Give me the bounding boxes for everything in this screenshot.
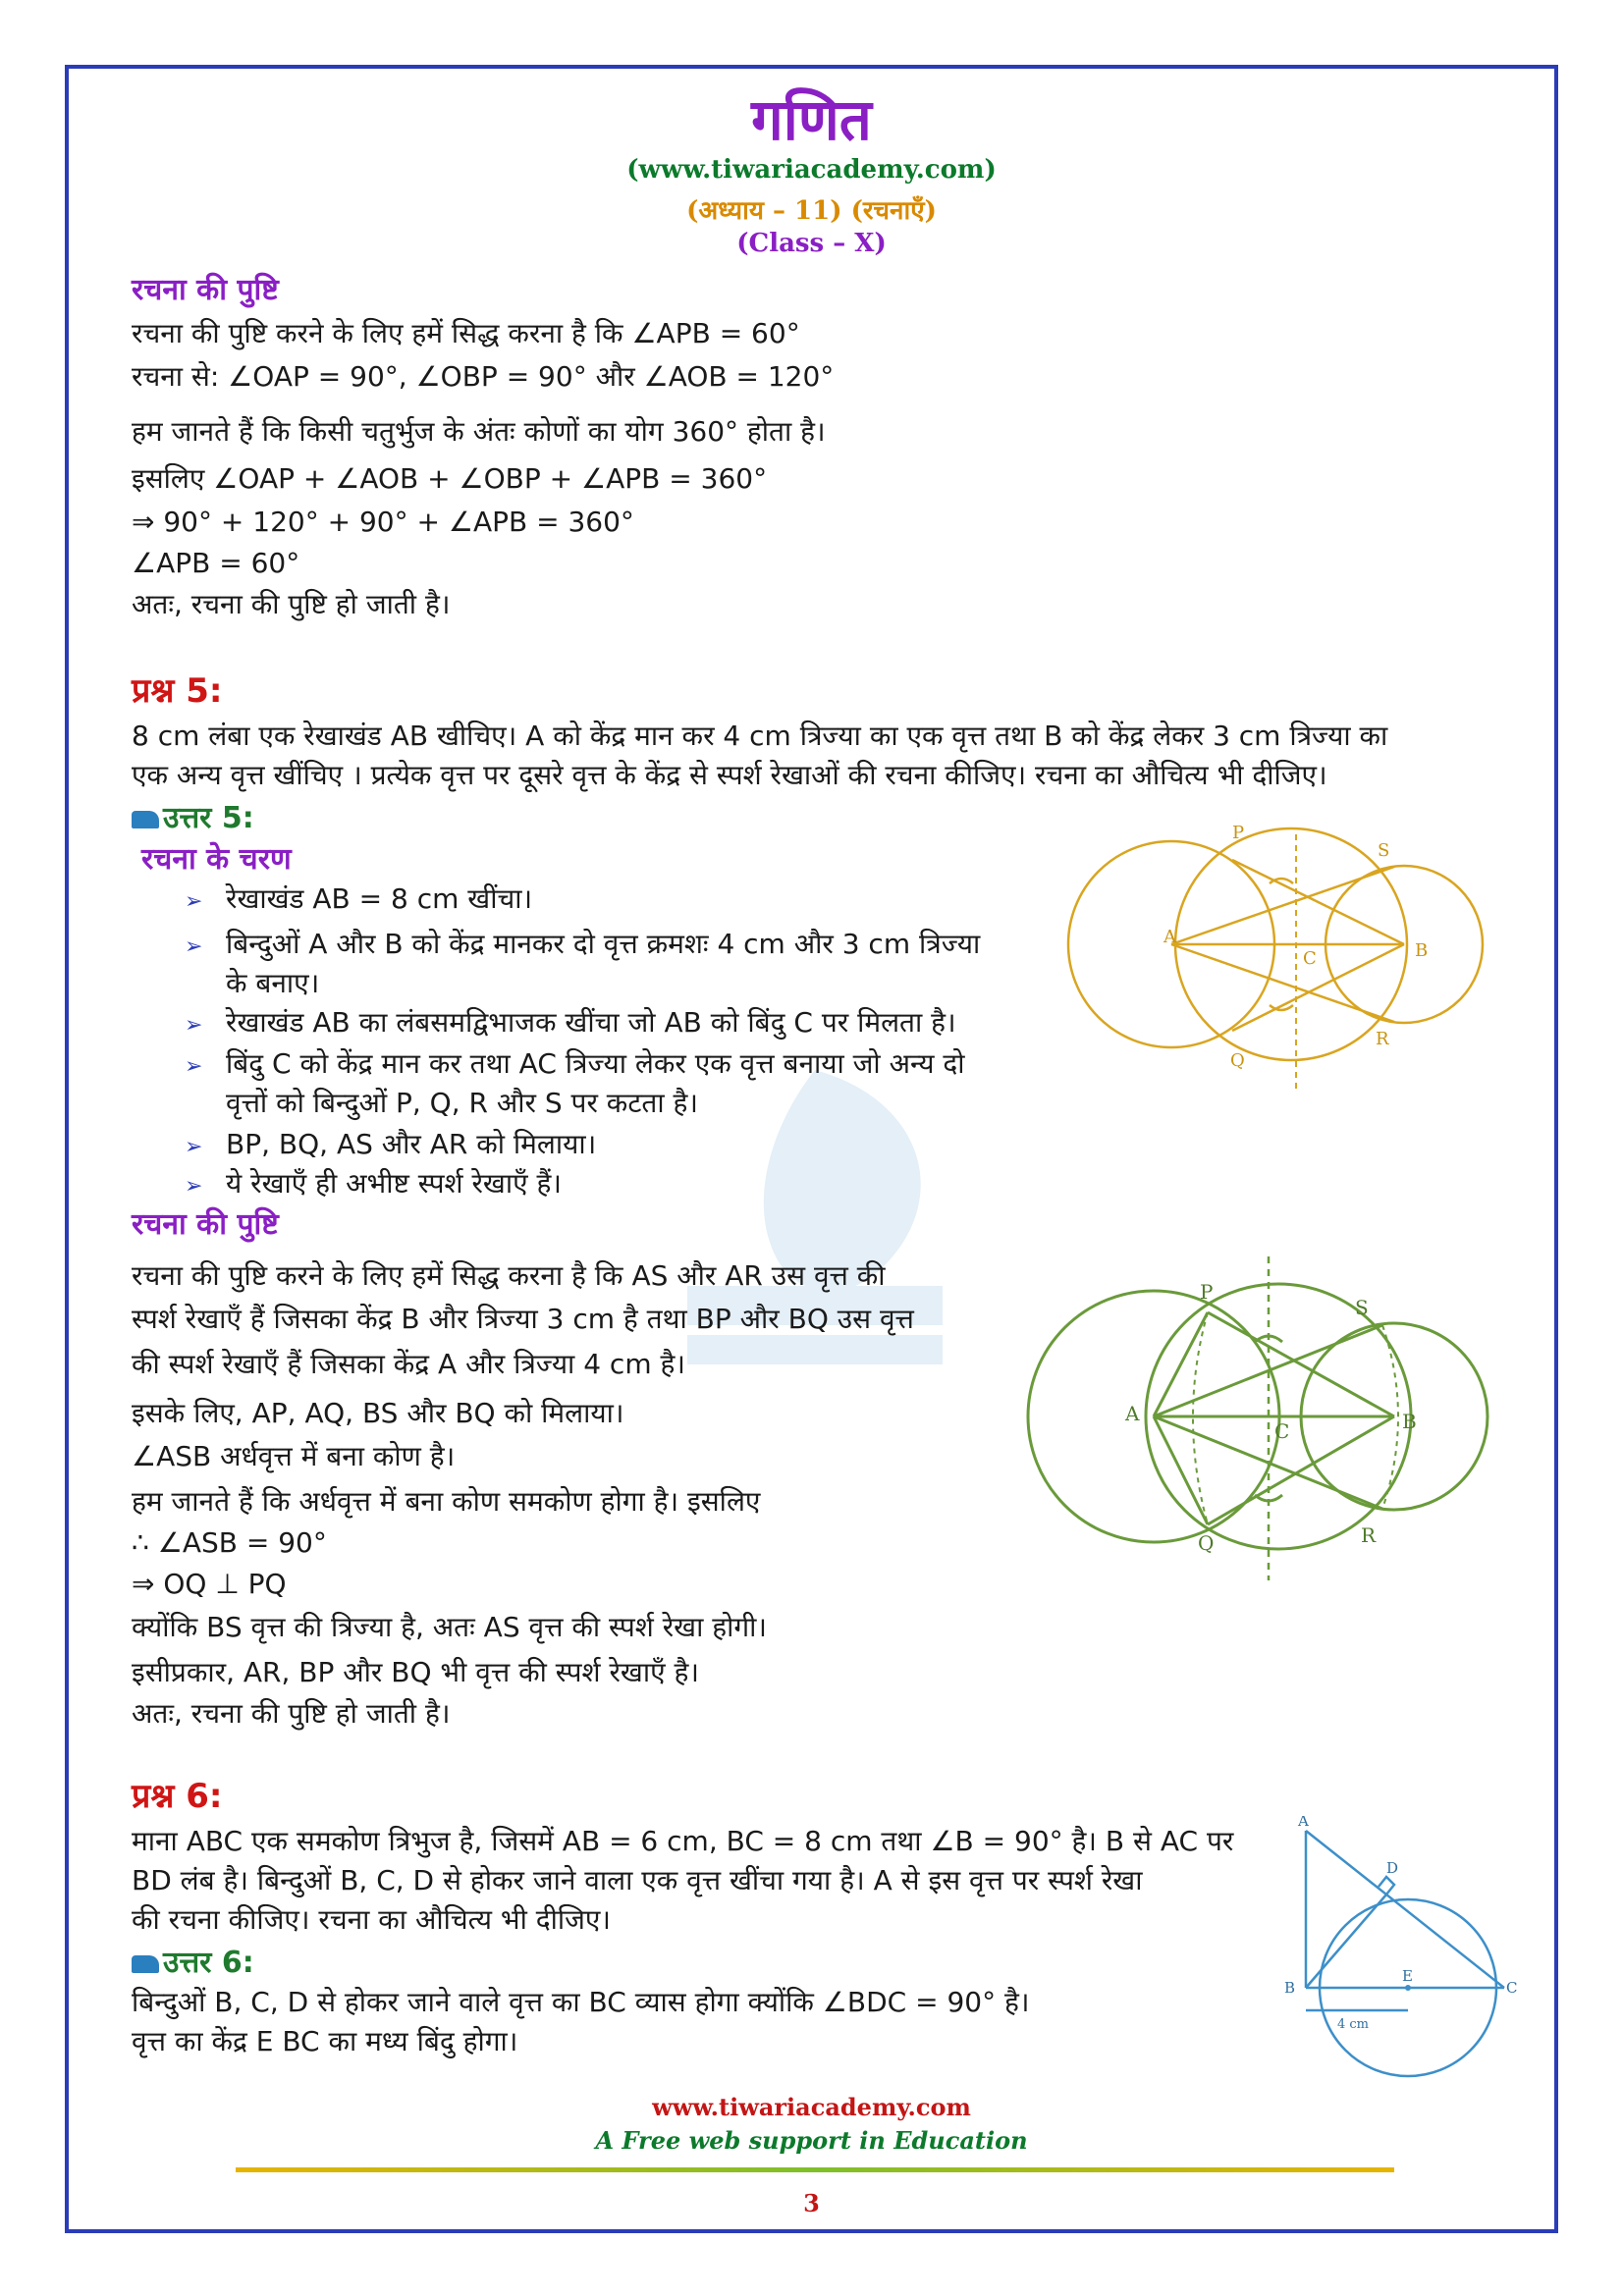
question-label: प्रश्न 5: (132, 671, 223, 711)
text-line: इसीप्रकार, AR, BP और BQ भी वृत्त की स्पर्श रेखाएँ है। (132, 1656, 699, 1688)
list-item: ➢ BP, BQ, AS और AR को मिलाया। (185, 1125, 596, 1167)
list-item: ➢ रेखाखंड AB का लंबसमद्विभाजक खींचा जो AB को बिंदु C पर मिलता है। (185, 1003, 956, 1045)
construction-figure-2 (1021, 1252, 1512, 1585)
arrow-bullet-icon: ➢ (185, 934, 203, 959)
section-heading: रचना के चरण (141, 842, 292, 877)
point-label-q: Q (1198, 1531, 1215, 1555)
text-line: क्योंकि BS वृत्त की त्रिज्या है, अतः AS वृत्त की स्पर्श रेखा होगी। (132, 1611, 767, 1643)
construction-figure-3 (1276, 1816, 1517, 2081)
question-text: की रचना कीजिए। रचना का औचित्य भी दीजिए। (132, 1903, 611, 1936)
arrow-bullet-icon: ➢ (185, 889, 203, 914)
chapter-label: (अध्याय – 11) (रचनाएँ) (686, 196, 937, 226)
class-label: (Class – X) (736, 229, 887, 258)
text-line: ⇒ 90° + 120° + 90° + ∠APB = 360° (132, 506, 634, 538)
point-label-p: P (1200, 1280, 1214, 1304)
site-url: (www.tiwariacademy.com) (626, 155, 997, 185)
page-title: गणित (751, 86, 872, 153)
list-item: ➢ बिन्दुओं A और B को केंद्र मानकर दो वृत्त क्रमशः 4 cm और 3 cm त्रिज्या (185, 925, 980, 967)
footer-url: www.tiwariacademy.com (652, 2093, 971, 2121)
point-label-a: A (1298, 1816, 1309, 1830)
text-line: स्पर्श रेखाएँ हैं जिसका केंद्र B और त्रिज्या 3 cm है तथा BP और BQ उस वृत्त (132, 1303, 914, 1335)
book-icon (132, 811, 159, 828)
footer-divider (236, 2167, 1394, 2172)
point-label-a: A (1163, 927, 1176, 947)
text-line: रचना की पुष्टि करने के लिए हमें सिद्ध करना है कि AS और AR उस वृत्त की (132, 1259, 886, 1292)
text-line: अतः, रचना की पुष्टि हो जाती है। (132, 1697, 451, 1730)
question-text: माना ABC एक समकोण त्रिभुज है, जिसमें AB = 6 cm, BC = 8 cm तथा ∠B = 90° है। B से AC पर (132, 1825, 1234, 1857)
list-item: ➢ रेखाखंड AB = 8 cm खींचा। (185, 880, 532, 922)
text-line: की स्पर्श रेखाएँ हैं जिसका केंद्र A और त्रिज्या 4 cm है। (132, 1348, 685, 1380)
point-label-d: D (1386, 1859, 1399, 1877)
point-label-r: R (1361, 1523, 1377, 1547)
arrow-bullet-icon: ➢ (185, 1013, 203, 1038)
text-line: इसके लिए, AP, AQ, BS और BQ को मिलाया। (132, 1397, 624, 1429)
list-item: ➢ बिंदु C को केंद्र मान कर तथा AC त्रिज्या लेकर एक वृत्त बनाया जो अन्य दो (185, 1044, 964, 1087)
point-label-p: P (1232, 823, 1245, 843)
answer-text: वृत्त का केंद्र E BC का मध्य बिंदु होगा। (132, 2025, 518, 2057)
point-label-c: C (1274, 1419, 1290, 1443)
text-line: ⇒ OQ ⊥ PQ (132, 1568, 287, 1600)
text-line: हम जानते हैं कि किसी चतुर्भुज के अंतः कोणों का योग 360° होता है। (132, 415, 826, 448)
text-line: इसलिए ∠OAP + ∠AOB + ∠OBP + ∠APB = 360° (132, 462, 768, 495)
book-icon (132, 1955, 159, 1973)
page-number: 3 (803, 2189, 820, 2217)
point-label-r: R (1376, 1029, 1389, 1049)
question-text: BD लंब है। बिन्दुओं B, C, D से होकर जाने वाला एक वृत्त खींचा गया है। A से इस वृत्त पर स्पर्श रेखा (132, 1864, 1143, 1896)
point-label-c: C (1506, 1979, 1517, 1997)
text-line: ∠APB = 60° (132, 547, 300, 579)
question-text: 8 cm लंबा एक रेखाखंड AB खीचिए। A को केंद्र मान कर 4 cm त्रिज्या का एक वृत्त तथा B को केंद्र लेकर 3 cm त्रिज्या का (132, 720, 1388, 752)
list-item: ➢ ये रेखाएँ ही अभीष्ट स्पर्श रेखाएँ हैं। (185, 1164, 562, 1206)
text-line: हम जानते हैं कि अर्धवृत्त में बना कोण समकोण होगा है। इसलिए (132, 1485, 761, 1518)
length-label: 4 cm (1337, 2017, 1370, 2032)
point-label-b: B (1284, 1979, 1296, 1997)
arrow-bullet-icon: ➢ (185, 1054, 203, 1079)
answer-label: उत्तर 6: (132, 1944, 254, 1983)
answer-label: उत्तर 5: (132, 799, 254, 838)
point-label-a: A (1125, 1402, 1140, 1425)
section-heading: रचना की पुष्टि (132, 273, 279, 307)
text-line: अतः, रचना की पुष्टि हो जाती है। (132, 588, 451, 620)
point-label-c: C (1303, 948, 1317, 969)
text-line: ∠ASB अर्धवृत्त में बना कोण है। (132, 1440, 456, 1472)
question-text: एक अन्य वृत्त खींचिए । प्रत्येक वृत्त पर दूसरे वृत्त के केंद्र से स्पर्श रेखाओं की रचना कीजिए। रचना का औचित्य भी दीजिए। (132, 759, 1327, 791)
question-label: प्रश्न 6: (132, 1777, 223, 1816)
point-label-s: S (1378, 840, 1390, 861)
arrow-bullet-icon: ➢ (185, 1174, 203, 1199)
list-item-continuation: वृत्तों को बिन्दुओं P, Q, R और S पर कटता है। (226, 1087, 699, 1119)
arrow-bullet-icon: ➢ (185, 1135, 203, 1159)
text-line: ∴ ∠ASB = 90° (132, 1526, 327, 1559)
point-label-e: E (1402, 1967, 1413, 1985)
text-line: रचना की पुष्टि करने के लिए हमें सिद्ध करना है कि ∠APB = 60° (132, 317, 800, 349)
footer-tagline: A Free web support in Education (595, 2126, 1028, 2155)
point-label-q: Q (1230, 1050, 1245, 1071)
point-label-b: B (1402, 1410, 1417, 1433)
point-label-b: B (1415, 940, 1429, 961)
section-heading: रचना की पुष्टि (132, 1207, 279, 1242)
construction-figure-1 (1065, 815, 1497, 1099)
point-label-s: S (1355, 1296, 1369, 1319)
answer-text: बिन्दुओं B, C, D से होकर जाने वाले वृत्त का BC व्यास होगा क्योंकि ∠BDC = 90° है। (132, 1986, 1030, 2018)
list-item-continuation: के बनाए। (226, 967, 320, 999)
text-line: रचना से: ∠OAP = 90°, ∠OBP = 90° और ∠AOB = 120° (132, 360, 835, 393)
